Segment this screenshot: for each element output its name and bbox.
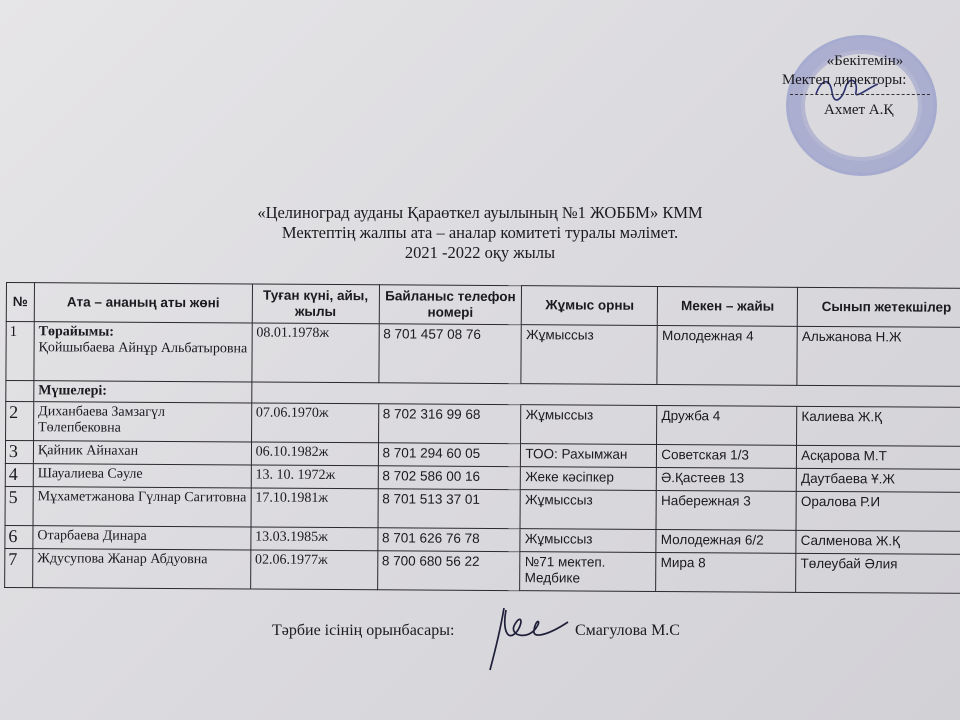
person-name: Мұхаметжанова Гүлнар Сагитовна <box>33 487 251 527</box>
members-label: Мүшелері: <box>34 381 252 403</box>
address-cell: Мира 8 <box>656 552 796 592</box>
teacher-cell: Даутбаева Ұ.Ж <box>796 468 960 492</box>
phone-cell: 8 702 586 00 16 <box>378 466 521 490</box>
header-cell: Мекен – жайы <box>658 286 798 326</box>
work-cell: ТОО: Рахымжан <box>521 444 657 468</box>
birth-cell: 17.10.1981ж <box>251 488 378 528</box>
birth-cell: 07.06.1970ж <box>251 403 378 443</box>
footer-role: Тәрбие ісінің орынбасары: <box>272 622 455 639</box>
table-row <box>5 548 960 593</box>
work-cell: Жұмыссыз <box>521 325 657 385</box>
row-number: 6 <box>5 525 33 548</box>
person-name: Қайник Айнахан <box>33 441 251 465</box>
address-cell: Молодежная 4 <box>657 325 797 385</box>
teacher-cell: Калиева Ж.Қ <box>797 406 960 446</box>
address-cell: Советская 1/3 <box>657 444 797 468</box>
person-name: Шауалиева Сәуле <box>33 464 251 488</box>
row-number: 3 <box>5 441 33 464</box>
birth-cell: 13.03.1985ж <box>251 527 378 551</box>
phone-cell: 8 701 294 60 05 <box>378 443 521 467</box>
deputy-signature <box>484 600 574 680</box>
approval-title: «Бекітемін» <box>826 53 904 69</box>
document-heading <box>180 203 780 263</box>
committee-table <box>4 282 960 594</box>
approval-director-name: Ахмет А.Қ <box>824 102 894 118</box>
birth-cell: 13. 10. 1972ж <box>251 465 378 489</box>
header-cell: Жұмыс орны <box>522 286 658 326</box>
teacher-cell: Оралова Р.И <box>796 491 960 531</box>
phone-cell: 8 701 626 76 78 <box>377 528 520 552</box>
work-cell: Жеке кәсіпкер <box>521 467 657 491</box>
signature-line <box>790 94 930 97</box>
header-cell: Байланыс телефон номері <box>379 285 522 325</box>
approval-position: Мектеп директоры: <box>782 72 907 88</box>
table-row <box>6 322 960 387</box>
chair-label: Төрайымы: <box>38 324 114 340</box>
row-number: 1 <box>6 322 34 381</box>
heading-year: 2021 -2022 оқу жылы <box>404 243 556 262</box>
birth-cell: 02.06.1977ж <box>250 550 377 590</box>
teacher-cell: Альжанова Н.Ж <box>797 326 960 386</box>
footer-signature-line <box>272 622 680 640</box>
approval-block <box>760 52 960 120</box>
row-number: 7 <box>5 548 33 587</box>
row-number: 4 <box>5 463 33 486</box>
phone-cell: 8 700 680 56 22 <box>377 551 520 591</box>
teacher-cell: Төлеубай Әлия <box>796 553 960 593</box>
phone-cell: 8 702 316 99 68 <box>378 404 521 444</box>
row-number: 2 <box>6 402 34 441</box>
header-cell: Сынып жетекшілер <box>797 287 960 327</box>
row-number: 5 <box>5 486 33 525</box>
person-name: Отарбаева Динара <box>33 526 251 550</box>
header-cell: № <box>6 283 34 322</box>
birth-cell: 08.01.1978ж <box>252 323 379 383</box>
work-cell: Жұмыссыз <box>520 529 656 553</box>
header-cell: Ата – ананың аты жөні <box>34 283 252 323</box>
phone-cell: 8 701 457 08 76 <box>379 324 522 384</box>
address-cell: Ә.Қастеев 13 <box>657 467 797 491</box>
work-cell: №71 мектеп. Медбике <box>520 552 656 592</box>
phone-cell: 8 701 513 37 01 <box>378 489 521 529</box>
name-cell <box>34 322 252 382</box>
heading-school: «Целиноград ауданы Қараөткел ауылының №1 ЖОББМ» КММ <box>257 203 703 222</box>
address-cell: Дружба 4 <box>657 405 797 445</box>
person-name: Ждусупова Жанар Абдуовна <box>33 549 251 589</box>
teacher-cell: Салменова Ж.Қ <box>796 530 960 554</box>
table-row <box>6 402 960 447</box>
header-cell: Туған күні, айы, жылы <box>252 284 379 324</box>
person-name: Қойшыбаева Айнұр Альбатыровна <box>38 340 248 357</box>
address-cell: Молодежная 6/2 <box>656 529 796 553</box>
person-name: Диханбаева Замзагүл Төлепбековна <box>34 402 252 442</box>
table-row <box>5 486 960 531</box>
table-header-row <box>6 283 960 328</box>
heading-subject: Мектептің жалпы ата – аналар комитеті туралы мәлімет. <box>281 223 679 242</box>
address-cell: Набережная 3 <box>656 490 796 530</box>
footer-name: Смагулова М.С <box>575 622 680 639</box>
work-cell: Жұмыссыз <box>521 405 657 445</box>
birth-cell: 06.10.1982ж <box>251 442 378 466</box>
teacher-cell: Асқарова М.Т <box>797 445 960 469</box>
work-cell: Жұмыссыз <box>520 490 656 530</box>
